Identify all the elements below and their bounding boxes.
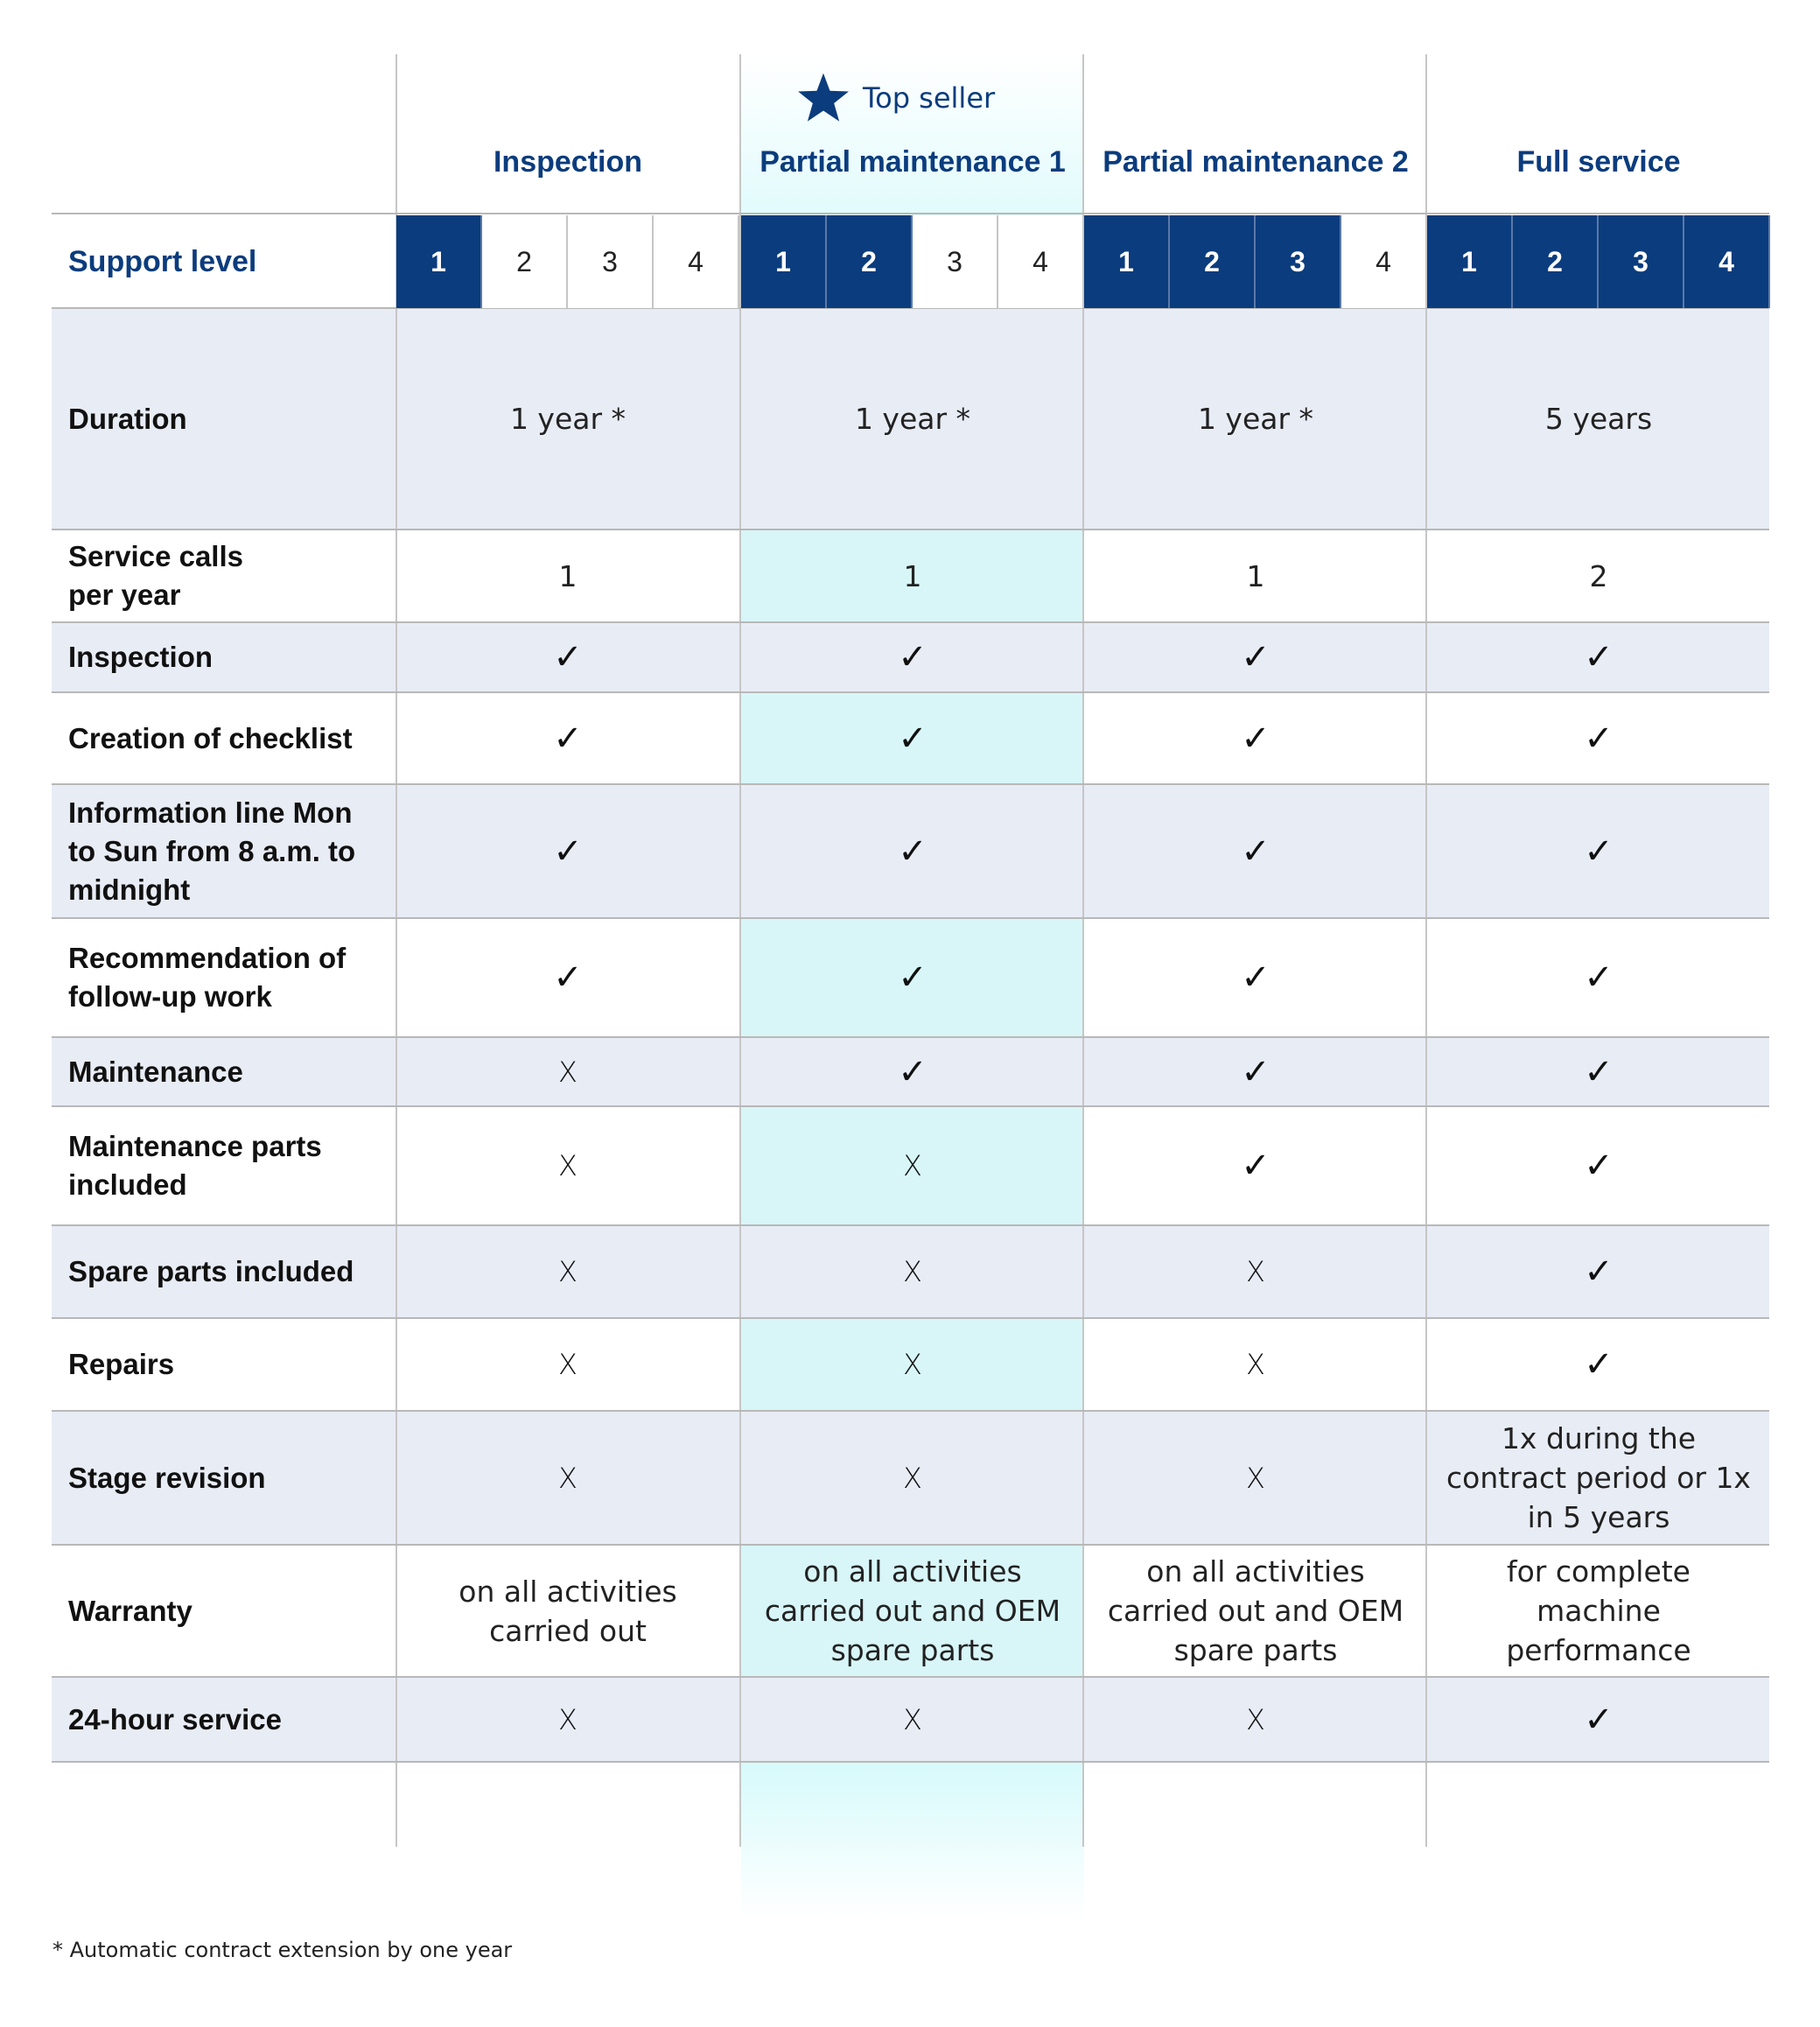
- support-level-cell: 4: [1341, 215, 1427, 308]
- value-cell: 1: [903, 558, 922, 593]
- cross-icon: X: [558, 1255, 578, 1288]
- value-cell: on all activities carried out and OEM spare parts: [764, 1554, 1061, 1667]
- cross-icon: X: [558, 1149, 578, 1182]
- cross-icon: X: [558, 1055, 578, 1089]
- support-level-cell: 3: [1599, 215, 1684, 308]
- check-icon: ✓: [1584, 718, 1614, 759]
- row-label: Maintenance parts included: [68, 1130, 322, 1201]
- check-icon: ✓: [1241, 1051, 1270, 1092]
- value-cell: 2: [1589, 558, 1608, 593]
- cross-icon: X: [1246, 1348, 1265, 1381]
- check-icon: ✓: [1584, 957, 1614, 998]
- support-level-label: Support level: [68, 244, 257, 278]
- value-cell: 1 year *: [1197, 402, 1314, 436]
- row-label: Creation of checklist: [68, 721, 353, 754]
- plan-title: Partial maintenance 1: [760, 144, 1066, 179]
- row-label: Recommendation of follow-up work: [68, 942, 346, 1013]
- support-level-cell: 4: [1684, 215, 1770, 308]
- support-level-cell: 2: [827, 215, 913, 308]
- check-icon: ✓: [553, 718, 583, 759]
- value-cell: 1 year *: [509, 402, 626, 436]
- value-cell: 1 year *: [854, 402, 971, 436]
- row-label: Information line Mon to Sun from 8 a.m. to midnight: [68, 796, 356, 906]
- star-icon: [796, 72, 850, 124]
- check-icon: ✓: [1241, 637, 1270, 677]
- value-cell: 5 years: [1544, 402, 1653, 436]
- value-cell: on all activities carried out and OEM spare parts: [1107, 1554, 1404, 1667]
- row-label: Service calls per year: [68, 540, 243, 611]
- support-level-cell: 4: [998, 215, 1084, 308]
- cross-icon: X: [1246, 1461, 1265, 1495]
- cross-icon: X: [558, 1461, 578, 1495]
- check-icon: ✓: [1584, 831, 1614, 872]
- top-seller-badge: [796, 67, 995, 130]
- value-cell: 1: [1246, 558, 1265, 593]
- row-label: Warranty: [68, 1594, 192, 1627]
- support-level-cell: 2: [482, 215, 568, 308]
- support-level-cell: 1: [1084, 215, 1170, 308]
- cross-icon: X: [558, 1702, 578, 1736]
- check-icon: ✓: [1584, 1146, 1614, 1186]
- cross-icon: X: [903, 1461, 922, 1495]
- value-cell: on all activities carried out: [458, 1574, 677, 1648]
- row-label: Duration: [68, 402, 187, 435]
- support-level-cell: 1: [396, 215, 482, 308]
- check-icon: ✓: [898, 637, 928, 677]
- check-icon: ✓: [1584, 1252, 1614, 1292]
- support-level-cell: 2: [1170, 215, 1256, 308]
- check-icon: ✓: [553, 637, 583, 677]
- plan-title: Partial maintenance 2: [1102, 144, 1409, 179]
- cross-icon: X: [1246, 1702, 1265, 1736]
- row-divider: [52, 213, 1769, 214]
- row-label: Stage revision: [68, 1461, 266, 1494]
- check-icon: ✓: [553, 831, 583, 872]
- support-level-cell: 3: [913, 215, 998, 308]
- top-seller-label: Top seller: [863, 81, 996, 115]
- row-label: Spare parts included: [68, 1255, 354, 1287]
- check-icon: ✓: [1241, 957, 1270, 998]
- cross-icon: X: [903, 1149, 922, 1182]
- cross-icon: X: [903, 1702, 922, 1736]
- value-cell: 1: [558, 558, 578, 593]
- cross-icon: X: [903, 1255, 922, 1288]
- plan-title: Full service: [1516, 144, 1681, 179]
- check-icon: ✓: [1241, 1146, 1270, 1186]
- check-icon: ✓: [898, 957, 928, 998]
- plan-title: Inspection: [493, 144, 643, 179]
- check-icon: ✓: [1584, 1699, 1614, 1740]
- cross-icon: X: [558, 1348, 578, 1381]
- check-icon: ✓: [898, 831, 928, 872]
- cross-icon: X: [903, 1348, 922, 1381]
- support-level-cell: 1: [741, 215, 827, 308]
- support-level-cell: 2: [1513, 215, 1599, 308]
- support-level-cell: 3: [568, 215, 654, 308]
- row-label: Maintenance: [68, 1055, 243, 1088]
- support-level-cell: 1: [1427, 215, 1513, 308]
- check-icon: ✓: [1584, 1051, 1614, 1092]
- row-label: 24-hour service: [68, 1702, 282, 1736]
- row-label: Inspection: [68, 641, 214, 673]
- check-icon: ✓: [898, 718, 928, 759]
- support-level-cell: 3: [1256, 215, 1341, 308]
- value-cell: for complete machine performance: [1506, 1554, 1691, 1667]
- row-label: Repairs: [68, 1348, 175, 1380]
- footnote: * Automatic contract extension by one year: [52, 1938, 513, 1962]
- check-icon: ✓: [898, 1051, 928, 1092]
- check-icon: ✓: [1241, 831, 1270, 872]
- check-icon: ✓: [1241, 718, 1270, 759]
- support-level-cell: 4: [654, 215, 739, 308]
- check-icon: ✓: [1584, 637, 1614, 677]
- check-icon: ✓: [1584, 1344, 1614, 1385]
- value-cell: 1x during the contract period or 1x in 5 years: [1446, 1421, 1751, 1534]
- check-icon: ✓: [553, 957, 583, 998]
- cross-icon: X: [1246, 1255, 1265, 1288]
